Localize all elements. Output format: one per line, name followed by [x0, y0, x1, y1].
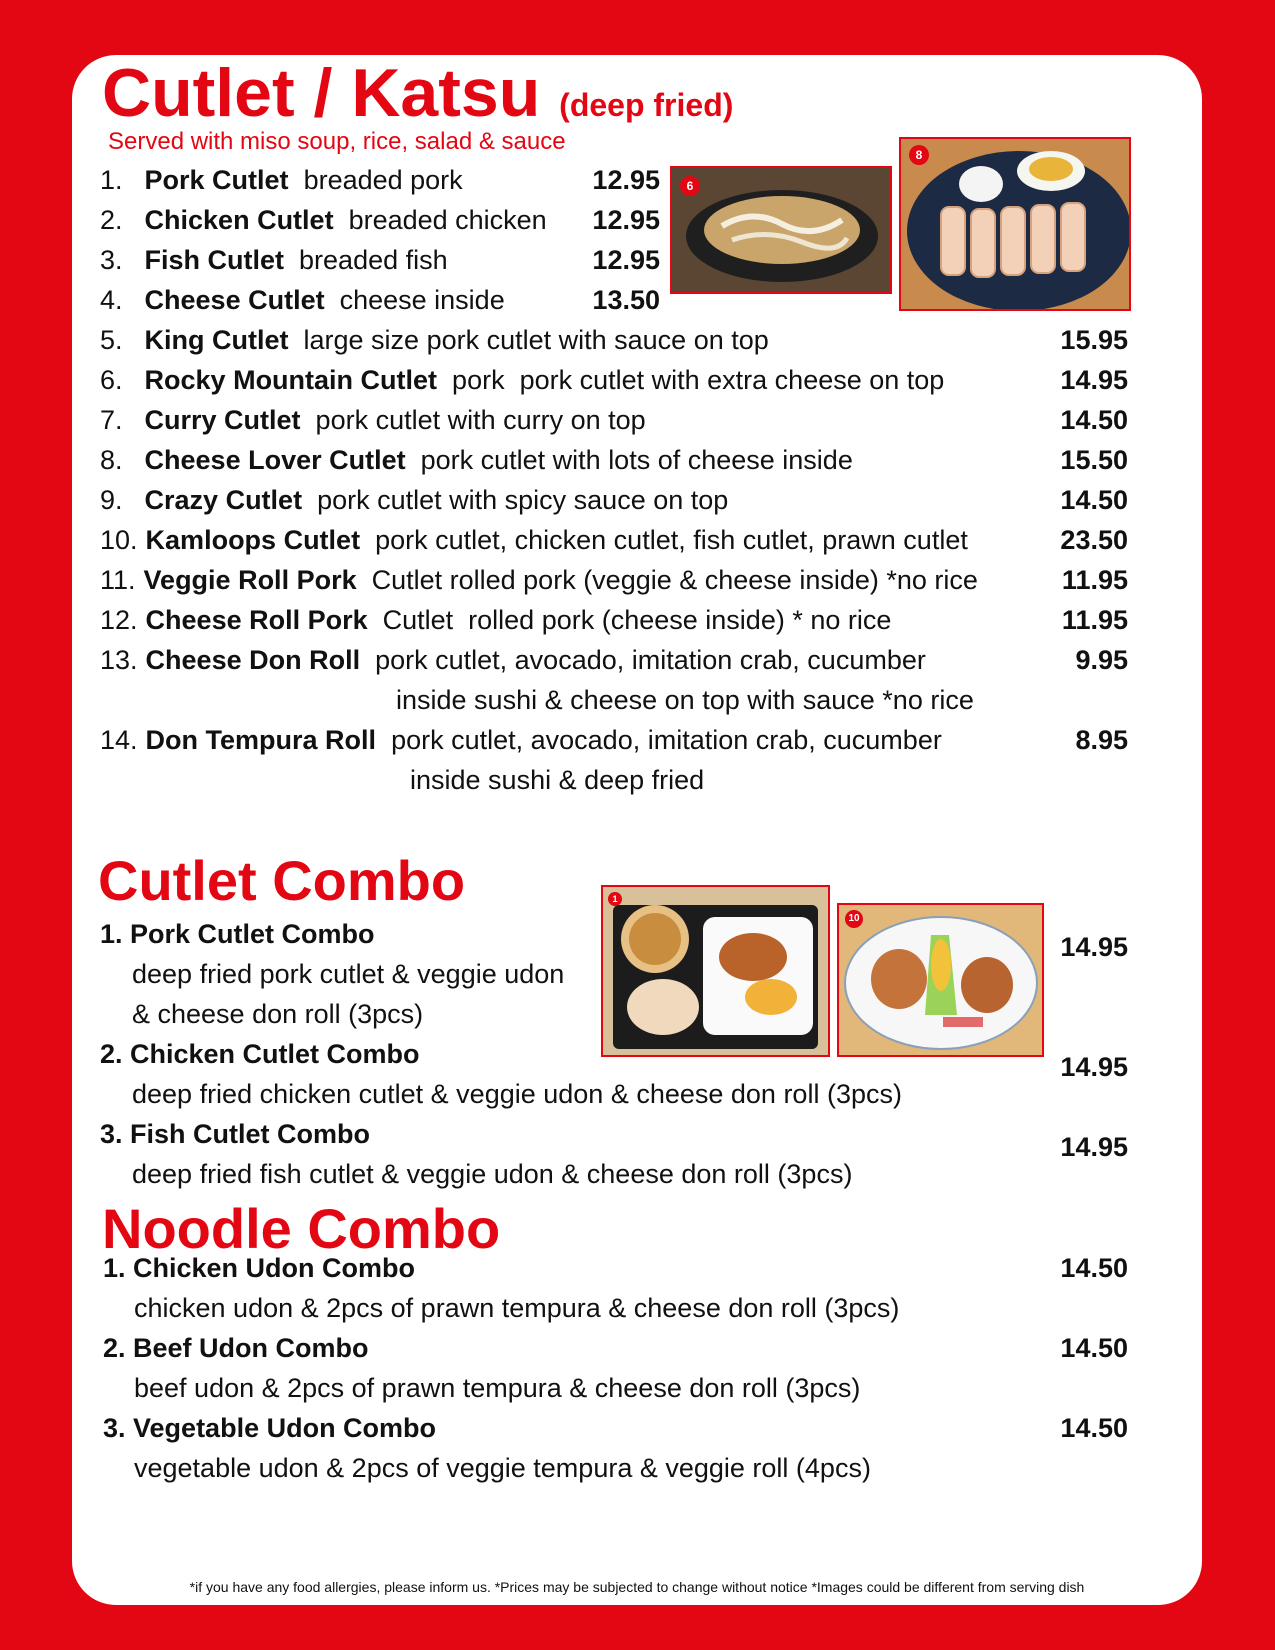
- item-price: 14.50: [1060, 405, 1128, 435]
- item-name: Curry Cutlet: [144, 405, 301, 435]
- item-name: Cheese Cutlet: [144, 285, 325, 315]
- item-name: Chicken Cutlet: [144, 205, 334, 235]
- katsu-item: [100, 283, 505, 317]
- combo-item-price: 14.95: [1060, 1052, 1128, 1082]
- cutlet-combo-title: Cutlet Combo: [98, 849, 466, 912]
- katsu-title-note: (deep fried): [559, 87, 734, 123]
- item-description: pork cutlet with curry on top: [300, 405, 646, 435]
- item-number: 3.: [100, 245, 123, 275]
- item-description: cheese inside: [324, 285, 505, 315]
- item-name: Cheese Roll Pork: [145, 605, 368, 635]
- katsu-item: [100, 523, 968, 557]
- katsu-item: [100, 203, 547, 237]
- item-number: 6.: [100, 365, 123, 395]
- item-price: 8.95: [1075, 725, 1128, 755]
- item-price: 11.95: [1061, 565, 1128, 595]
- combo-item-price: 14.95: [1060, 932, 1128, 962]
- item-name: King Cutlet: [144, 325, 289, 355]
- item-description: pork pork cutlet with extra cheese on top: [437, 365, 945, 395]
- item-name: Cheese Don Roll: [145, 645, 361, 675]
- combo-item-description-continued: & cheese don roll (3pcs): [132, 999, 424, 1029]
- noodle-combo-title: Noodle Combo: [102, 1197, 501, 1260]
- katsu-item: [100, 403, 646, 437]
- item-price: 12.95: [592, 245, 660, 275]
- dish-photo-cheese-lover: [899, 137, 1131, 311]
- item-number: 12.: [100, 605, 138, 635]
- item-name: Don Tempura Roll: [145, 725, 377, 755]
- menu-card: [72, 55, 1202, 1605]
- katsu-subtitle: Served with miso soup, rice, salad & sauce: [108, 128, 566, 155]
- dish-photo-rocky-mountain: [670, 166, 892, 294]
- noodle-item-name: 3. Vegetable Udon Combo: [103, 1413, 437, 1443]
- noodle-item-name: 1. Chicken Udon Combo: [103, 1253, 416, 1283]
- footer-note: *if you have any food allergies, please inform us. *Prices may be subjected to change without notice *Images could be different from serving dish: [189, 1579, 1085, 1595]
- item-number: 10.: [100, 525, 138, 555]
- item-name: Rocky Mountain Cutlet: [144, 365, 438, 395]
- dish-illustration: [839, 905, 1042, 1055]
- item-price: 15.50: [1060, 445, 1128, 475]
- item-name: Veggie Roll Pork: [143, 565, 357, 595]
- photo-badge: 8: [909, 145, 929, 165]
- item-description: pork cutlet, avocado, imitation crab, cucumber: [376, 725, 942, 755]
- noodle-item-price: 14.50: [1060, 1253, 1128, 1283]
- noodle-item-price: 14.50: [1060, 1333, 1128, 1363]
- noodle-item-description: chicken udon & 2pcs of prawn tempura & cheese don roll (3pcs): [134, 1293, 900, 1323]
- item-price: 11.95: [1061, 605, 1128, 635]
- combo-item-description: deep fried pork cutlet & veggie udon: [132, 959, 565, 989]
- item-name: Cheese Lover Cutlet: [144, 445, 406, 475]
- dish-photo-kamloops-cutlet: [837, 903, 1044, 1057]
- item-description: breaded chicken: [333, 205, 547, 235]
- item-name: Pork Cutlet: [144, 165, 289, 195]
- item-number: 5.: [100, 325, 123, 355]
- item-description: pork cutlet, chicken cutlet, fish cutlet, prawn cutlet: [360, 525, 968, 555]
- katsu-item: [100, 603, 891, 637]
- photo-badge: 10: [845, 910, 863, 928]
- item-description: pork cutlet with lots of cheese inside: [405, 445, 853, 475]
- katsu-item: [100, 643, 926, 677]
- item-description-continued: inside sushi & cheese on top with sauce *no rice: [396, 685, 974, 715]
- noodle-item-price: 14.50: [1060, 1413, 1128, 1443]
- item-name: Crazy Cutlet: [144, 485, 303, 515]
- item-price: 9.95: [1075, 645, 1128, 675]
- dish-photo-pork-cutlet-combo: [601, 885, 830, 1057]
- item-name: Kamloops Cutlet: [145, 525, 361, 555]
- item-price: 14.95: [1060, 365, 1128, 395]
- item-number: 9.: [100, 485, 123, 515]
- item-description: breaded pork: [288, 165, 463, 195]
- noodle-item-description: beef udon & 2pcs of prawn tempura & cheese don roll (3pcs): [134, 1373, 861, 1403]
- katsu-item: [100, 323, 769, 357]
- item-description: large size pork cutlet with sauce on top: [288, 325, 769, 355]
- photo-badge: 6: [680, 176, 700, 196]
- item-number: 7.: [100, 405, 123, 435]
- combo-item-price: 14.95: [1060, 1132, 1128, 1162]
- item-price: 14.50: [1060, 485, 1128, 515]
- combo-item-name: 3. Fish Cutlet Combo: [100, 1119, 370, 1149]
- dish-illustration: [603, 887, 828, 1055]
- item-name: Fish Cutlet: [144, 245, 285, 275]
- katsu-item: [100, 443, 853, 477]
- katsu-item: [100, 483, 728, 517]
- item-price: 12.95: [592, 205, 660, 235]
- combo-item-description: deep fried fish cutlet & veggie udon & cheese don roll (3pcs): [132, 1159, 853, 1189]
- dish-illustration: [901, 139, 1129, 309]
- item-number: 13.: [100, 645, 138, 675]
- noodle-item-name: 2. Beef Udon Combo: [103, 1333, 369, 1363]
- item-description: Cutlet rolled pork (veggie & cheese inside) *no rice: [356, 565, 978, 595]
- item-number: 1.: [100, 165, 123, 195]
- photo-badge: 1: [608, 892, 622, 906]
- katsu-item: [100, 563, 978, 597]
- item-description: pork cutlet with spicy sauce on top: [302, 485, 729, 515]
- item-number: 2.: [100, 205, 123, 235]
- dish-illustration: [672, 168, 890, 292]
- noodle-item-description: vegetable udon & 2pcs of veggie tempura & veggie roll (4pcs): [134, 1453, 871, 1483]
- combo-item-name: 1. Pork Cutlet Combo: [100, 919, 375, 949]
- item-number: 11.: [100, 565, 136, 595]
- item-description: Cutlet rolled pork (cheese inside) * no rice: [367, 605, 892, 635]
- combo-item-description: deep fried chicken cutlet & veggie udon & cheese don roll (3pcs): [132, 1079, 902, 1109]
- katsu-item: [100, 723, 942, 757]
- item-price: 15.95: [1060, 325, 1128, 355]
- item-description-continued: inside sushi & deep fried: [410, 765, 705, 795]
- katsu-item: [100, 243, 448, 277]
- item-description: pork cutlet, avocado, imitation crab, cucumber: [360, 645, 926, 675]
- katsu-item: [100, 363, 944, 397]
- item-price: 23.50: [1060, 525, 1128, 555]
- item-price: 13.50: [592, 285, 660, 315]
- katsu-title-text: Cutlet / Katsu: [102, 55, 541, 131]
- item-number: 4.: [100, 285, 123, 315]
- item-description: breaded fish: [284, 245, 448, 275]
- item-number: 8.: [100, 445, 123, 475]
- katsu-item: [100, 163, 463, 197]
- item-price: 12.95: [592, 165, 660, 195]
- item-number: 14.: [100, 725, 138, 755]
- combo-item-name: 2. Chicken Cutlet Combo: [100, 1039, 420, 1069]
